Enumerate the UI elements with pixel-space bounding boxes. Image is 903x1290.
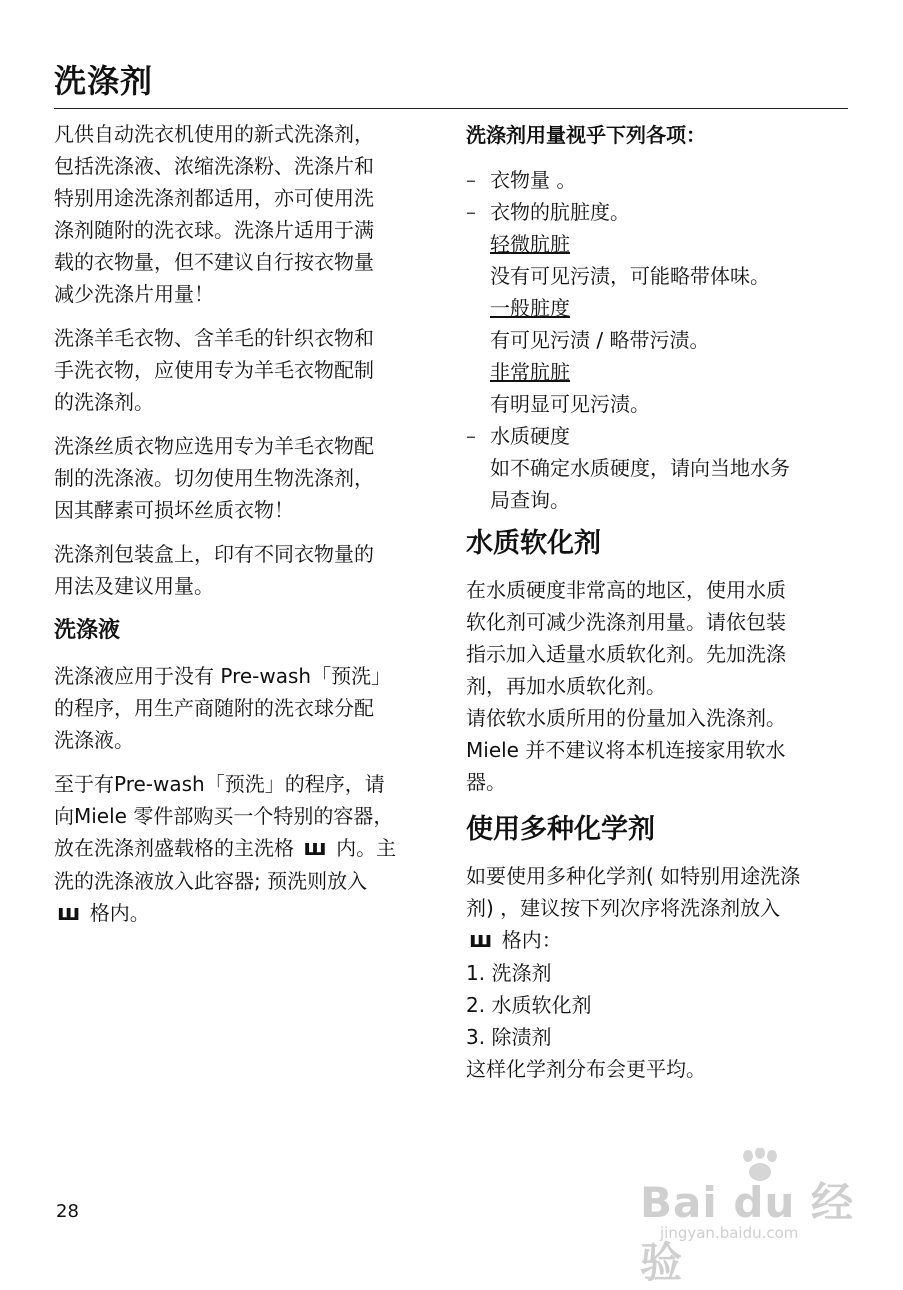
- right-column: 洗涤剂用量视乎下列各项： – 衣物量 。 – 衣物的肮脏度。 轻微肮脏 没有可见污渍，可能略带体味。 一般脏度 有可见污渍 / 略带污渍。 非常肮脏 有明显可见污渍。 – 水质硬度 如不确定水质硬度，请向当地水务 局查询。 水质软化剂 在水质硬度非常高的地区，使用水质 软化剂可减少洗涤剂用量。请依包装 指示加入适量水质软化剂。先加洗涤 剂，再加水质软化剂。 请依软水质所用的份量加入洗涤剂。 Miele 并不建议将本机连接家用软水 器。 使用多种化学剂 如要使用多种化学剂( 如特别用途洗涤 剂) ，建议按下列次序将洗涤剂放入 ш 格内： 1. 洗涤剂 2. 水质软化剂 3. 除渍剂 这样化学剂分布会更平均。: [466, 118, 851, 1085]
- multiple-chemicals-paragraph: 如要使用多种化学剂( 如特别用途洗涤 剂) ，建议按下列次序将洗涤剂放入 ш 格内： 1. 洗涤剂 2. 水质软化剂 3. 除渍剂 这样化学剂分布会更平均。: [466, 860, 851, 1085]
- main-wash-compartment-icon: ш: [303, 836, 327, 861]
- intro-paragraph-1: 凡供自动洗衣机使用的新式洗涤剂， 包括洗涤液、浓缩洗涤粉、洗涤片和 特别用途洗涤剂都适用，亦可使用洗 涤剂随附的洗衣球。洗涤片适用于满 载的衣物量，但不建议自行按衣物量 减少洗涤片用量！: [54, 122, 374, 306]
- water-softener-paragraph: 在水质硬度非常高的地区，使用水质 软化剂可减少洗涤剂用量。请依包装 指示加入适量水质软化剂。先加洗涤 剂，再加水质软化剂。 请依软水质所用的份量加入洗涤剂。 Miele 并不建议将本机连接家用软水 器。: [466, 578, 786, 794]
- intro-paragraph-3: 洗涤丝质衣物应选用专为羊毛衣物配 制的洗涤液。切勿使用生物洗涤剂， 因其酵素可损坏丝质衣物！: [54, 434, 374, 522]
- multiple-chemicals-heading: 使用多种化学剂: [466, 814, 655, 845]
- liquid-paragraph-1: 洗涤液应用于没有 Pre-wash「预洗」 的程序，用生产商随附的洗衣球分配 洗涤液。: [54, 664, 392, 752]
- list-item: 1. 洗涤剂: [466, 961, 552, 985]
- liquid-paragraph-2: 至于有Pre-wash「预洗」的程序，请 向Miele 零件部购买一个特别的容器， 放在洗涤剂盛载格的主洗格 ш 内。主 洗的洗涤液放入此容器; 预洗则放入 ш 格内。: [54, 772, 397, 926]
- watermark-logo: Bai du 经验: [640, 1178, 854, 1287]
- watermark-url: jingyan.baidu.com: [660, 1224, 799, 1242]
- list-item: – 衣物的肮脏度。: [466, 196, 851, 228]
- intro-paragraph-2: 洗涤羊毛衣物、含羊毛的针织衣物和 手洗衣物，应使用专为羊毛衣物配制 的洗涤剂。: [54, 326, 374, 414]
- soil-level-label: 轻微肮脏: [490, 232, 570, 256]
- page-title: 洗涤剂: [54, 62, 154, 100]
- soil-level-label: 一般脏度: [490, 296, 570, 320]
- soil-level-label: 非常肮脏: [490, 360, 570, 384]
- left-column: [54, 118, 424, 942]
- title-divider: [54, 108, 848, 109]
- list-item: 2. 水质软化剂: [466, 993, 592, 1017]
- list-item: – 衣物量 。: [466, 164, 851, 196]
- page-number: 28: [56, 1201, 79, 1222]
- main-wash-compartment-icon: ш: [57, 901, 81, 926]
- main-wash-compartment-icon: ш: [469, 928, 493, 953]
- baidu-jingyan-watermark: [640, 1148, 870, 1287]
- list-item: – 水质硬度: [466, 420, 851, 452]
- dosage-heading: 洗涤剂用量视乎下列各项：: [466, 123, 706, 147]
- water-softener-heading: 水质软化剂: [466, 528, 601, 559]
- list-item: 3. 除渍剂: [466, 1025, 552, 1049]
- intro-paragraph-4: 洗涤剂包装盒上，印有不同衣物量的 用法及建议用量。: [54, 542, 374, 598]
- liquid-detergent-heading: 洗涤液: [54, 618, 121, 643]
